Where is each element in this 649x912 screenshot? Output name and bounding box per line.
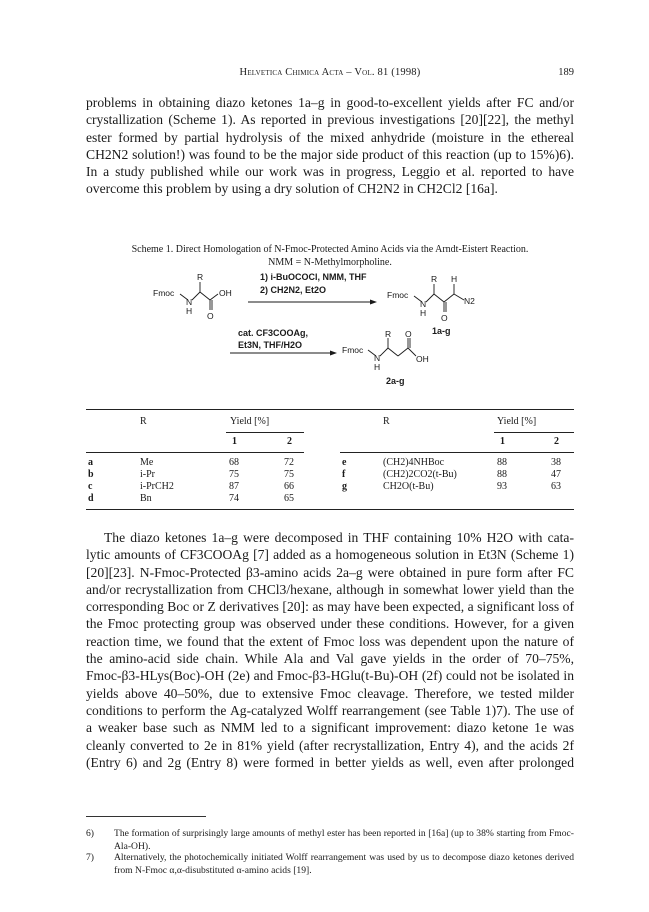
footnote-rule [86,816,206,817]
diazo-h-label: H [451,274,458,284]
table-cell-yield1: 87 [229,481,239,492]
reaction-arrow-2-head [330,351,337,356]
table-header-r-right: R [383,416,390,427]
diazo-o-label: O [441,313,448,323]
table-cell-yield1: 75 [229,469,239,480]
paragraph-1 [86,94,574,198]
step2-reagent-b: Et3N, THF/H2O [238,340,303,350]
paragraph-2-line: the amino-acid side chain. While Ala and Val gave yields in the order of 70–75%, [86,651,574,667]
table-row-id: f [342,469,346,480]
scheme-caption [86,243,574,269]
footnote-6-mark: 6) [86,828,94,839]
paragraph-2-line: (Entry 6) and 2g (Entry 8) were formed in better yields as well, even after prolonged [86,754,574,770]
paragraph-2-line: lytic amounts of CF3COOAg [7] added as a homogeneous solution in Et3N (Scheme 1) [86,547,574,563]
footnote-7 [86,852,574,877]
scheme-caption-title: Scheme 1. Direct Homologation of N-Fmoc-Protected Amino Acids via the Arndt-Eistert Reaction. [131,244,529,255]
diazo-r-label: R [431,274,438,284]
table-row-id: b [88,469,94,480]
paragraph-2-line: corresponding Boc or Z derivatives [20]: as may have been expected, a significant loss of [86,599,574,615]
start-r-label: R [197,272,204,282]
table-rule-top [86,409,574,410]
table-rule-yield-left [226,432,304,433]
paragraph-1-line: overcome this problem by using a dry solution of CH2N2 in CH2Cl2 [16a]. [86,181,498,197]
page-number: 189 [558,67,574,78]
step1-reagent-b: 2) CH2N2, Et2O [260,285,327,295]
paragraph-2-line: the Fmoc protecting group was observed under these conditions. However, for a given [86,616,574,632]
paragraph-2-line: [20][23]. N-Fmoc-Protected β3-amino acids 2a–g were obtained in pure form after FC [86,564,574,580]
step2-reagent-a: cat. CF3COOAg, [238,328,309,338]
footnote-7-text: Alternatively, the photochemically initiated Wolff rearrangement was used by us to decompose diazo ketones derived from N-Fmoc α,α-disubstituted α-amino acids [19]. [114,852,574,876]
table-cell-r: (CH2)4NHBoc [383,457,445,468]
acid-oh-label: OH [416,354,429,364]
start-fmoc-label: Fmoc [153,288,175,298]
table-row-id: e [342,457,347,468]
diazo-n-label: N [420,299,427,309]
table-rule-bottom [86,509,574,510]
table-cell-yield1: 88 [497,469,507,480]
table-row-id: d [88,493,94,504]
table-cell-r: Bn [140,493,152,504]
acid-n-label: N [374,353,381,363]
table-cell-r: CH2O(t-Bu) [383,481,434,492]
table-cell-yield1: 68 [229,457,239,468]
scheme-caption-abbrev: NMM = N-Methylmorpholine. [268,257,392,268]
table-cell-yield2: 72 [284,457,294,468]
paragraph-1-line: ester formed by partial hydrolysis of the mixed anhydride (moisture in the ethereal [86,129,574,145]
diazo-n2-label: N2 [464,296,475,306]
paragraph-1-line: In a study published while our work was in progress, Leggio et al. reported to have [86,164,574,180]
journal-title: Helvetica Chimica Acta – Vol. 81 (1998) [239,67,421,78]
table-cell-yield2: 38 [551,457,561,468]
table-cell-r: i-PrCH2 [140,481,174,492]
start-oh-label: OH [219,288,232,298]
acid-h-label: H [374,362,381,372]
reaction-scheme [150,270,490,390]
table-rule-mid-right [340,452,574,453]
table-cell-yield2: 65 [284,493,294,504]
paragraph-2-line: and/or recrystallization from CHCl3/hexane, although in somewhat lower yield than the [86,581,574,597]
table-header-yield-left: Yield [%] [230,416,270,427]
step1-reagent-a: 1) i-BuOCOCl, NMM, THF [260,272,367,282]
footnote-6-text: The formation of surprisingly large amounts of methyl ester has been reported in [16a] (up to 38% starting from Fmoc-Ala-OH). [114,828,574,852]
start-n-label: N [186,297,193,307]
table-header-col2-right: 2 [554,436,559,447]
table-row-id: c [88,481,93,492]
footnote-6 [86,828,574,853]
paragraph-1-line: crystallization (Scheme 1). As reported in previous investigations [20][22], the methyl [86,112,574,128]
paragraph-2-line: Fmoc-β3-HLys(Boc)-OH (2e) and Fmoc-β3-HGlu(t-Bu)-OH (2f) could not be isolated in [86,668,574,684]
table-header-r-left: R [140,416,147,427]
acid-o-label: O [405,329,412,339]
table-header-col1-right: 1 [500,436,505,447]
product-1-label: 1a-g [432,326,451,336]
running-head [86,67,574,83]
product-2-label: 2a-g [386,376,405,386]
footnote-7-mark: 7) [86,852,94,863]
acid-fmoc-label: Fmoc [342,345,364,355]
start-h-label: H [186,306,193,316]
start-o-label: O [207,311,214,321]
paragraph-2-line: conditions to perform the Ag-catalyzed Wolff rearrangement (see Table 1)7). The use of [86,702,574,718]
table-rule-yield-right [494,432,574,433]
table-cell-r: (CH2)2CO2(t-Bu) [383,469,457,480]
paragraph-2-line: cleanly converted to 2e in 81% yield (after recrystallization, Entry 4), and the acids 2f [86,737,574,753]
table-cell-yield1: 93 [497,481,507,492]
table-cell-r: Me [140,457,154,468]
paragraph-2-line: yields above 40–50%, due to extensive Fmoc cleavage. Therefore, we tested milder [86,685,574,701]
paragraph-2-line: reaction time, we found that the extent of Fmoc loss was dependent upon the nature of [86,633,574,649]
table-cell-yield2: 66 [284,481,294,492]
table-header-col2-left: 2 [287,436,292,447]
paragraph-1-line: CH2N2 solution!) was found to be the major side product of this reaction (up to 15%)6). [86,146,574,162]
paragraph-1-line: problems in obtaining diazo ketones 1a–g in good-to-excellent yields after FC and/or [86,95,574,110]
paragraph-2-line: The diazo ketones 1a–g were decomposed in THF containing 10% H2O with cata- [104,530,574,545]
table-cell-yield2: 63 [551,481,561,492]
paragraph-2 [86,529,574,771]
acid-r-label: R [385,329,392,339]
table-header-col1-left: 1 [232,436,237,447]
table-row-id: a [88,457,93,468]
table-cell-yield2: 75 [284,469,294,480]
reaction-arrow-1-head [370,300,377,305]
table-rule-mid-left [86,452,304,453]
table-cell-yield2: 47 [551,469,561,480]
table-cell-yield1: 88 [497,457,507,468]
table-header-yield-right: Yield [%] [497,416,537,427]
diazo-nh-label: H [420,308,427,318]
table-cell-yield1: 74 [229,493,239,504]
table-row-id: g [342,481,347,492]
table-cell-r: i-Pr [140,469,155,480]
diazo-fmoc-label: Fmoc [387,290,409,300]
paragraph-2-line: a weaker base such as NMM led to a significant improvement: diazo ketone 1e was [86,720,574,736]
